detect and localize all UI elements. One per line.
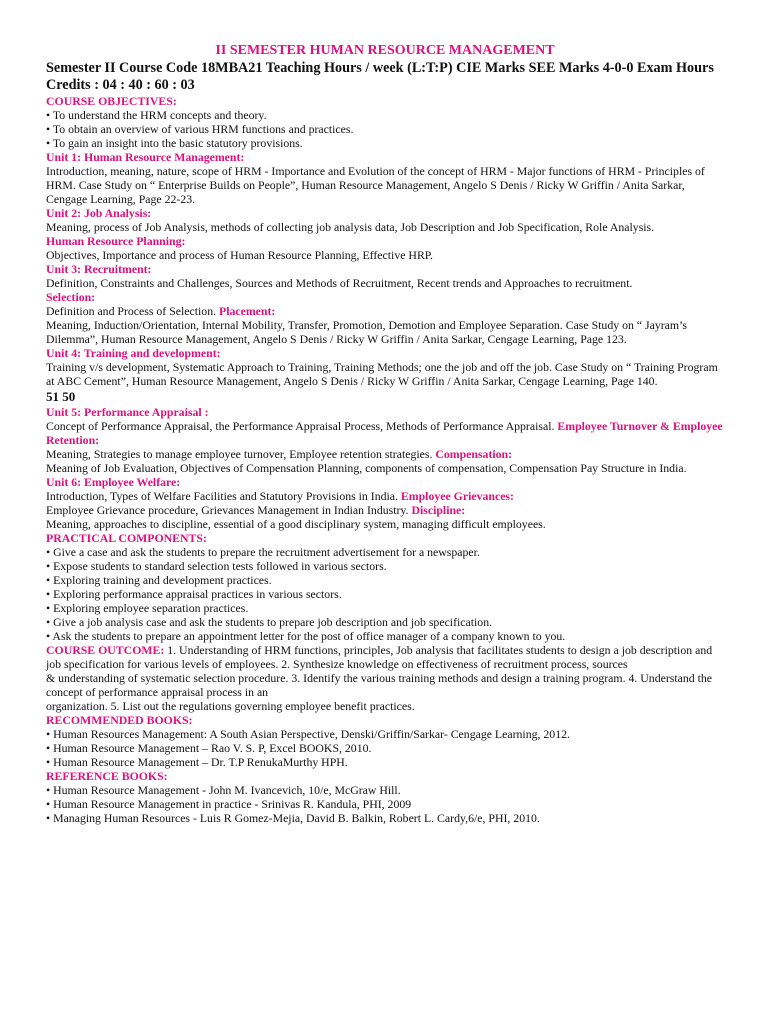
unit3-text: Definition, Constraints and Challenges, Sources and Methods of Recruitment, Recent trends and Approaches to recruitment.: [46, 276, 633, 290]
unit1-heading: Unit 1: Human Resource Management:: [46, 150, 245, 164]
unit1-text: Introduction, meaning, nature, scope of HRM - Importance and Evolution of the concept of HRM - Major functions of HRM - Principles of HRM. Case Study on “ Enterprise Builds on People”, Human Resource Management, Angelo S Denis / Ricky W Griffin / Anita Sarkar, Cengage Learning, Page 22-23.: [46, 164, 705, 206]
unit5-text: Concept of Performance Appraisal, the Performance Appraisal Process, Methods of Performance Appraisal.: [46, 419, 558, 433]
course-objectives-heading: COURSE OBJECTIVES:: [46, 94, 177, 108]
list-item: • Human Resource Management – Rao V. S. P, Excel BOOKS, 2010.: [46, 741, 372, 755]
course-outcome-paragraph: [46, 643, 724, 671]
unit3-heading: Unit 3: Recruitment:: [46, 262, 152, 276]
list-item: • Human Resources Management: A South Asian Perspective, Denski/Griffin/Sarkar- Cengage Learning, 2012.: [46, 727, 570, 741]
practical-components-list: [46, 545, 724, 643]
list-item: • Managing Human Resources - Luis R Gomez-Mejia, David B. Balkin, Robert L. Cardy,6/e, PHI, 2010.: [46, 811, 540, 825]
hrp-heading: Human Resource Planning:: [46, 234, 186, 248]
recommended-books-list: [46, 727, 724, 769]
list-item: • Exploring employee separation practices.: [46, 601, 249, 615]
list-item: • Human Resource Management - John M. Ivancevich, 10/e, McGraw Hill.: [46, 783, 401, 797]
unit6-text: Introduction, Types of Welfare Facilities and Statutory Provisions in India.: [46, 489, 401, 503]
discipline-heading: Discipline:: [411, 503, 466, 517]
page-title: II SEMESTER HUMAN RESOURCE MANAGEMENT: [215, 43, 555, 58]
list-item: • Human Resource Management – Dr. T.P RenukaMurthy HPH.: [46, 755, 348, 769]
compensation-heading: Compensation:: [435, 447, 513, 461]
unit5-heading: Unit 5: Performance Appraisal :: [46, 405, 209, 419]
list-item: • Give a case and ask the students to prepare the recruitment advertisement for a newspaper.: [46, 545, 480, 559]
turnover-paragraph: [46, 447, 724, 461]
turnover-heading: Employee Turnover & Employee Retention:: [46, 419, 723, 447]
course-outcome-line2: & understanding of systematic selection procedure. 3. Identify the various training methods and design a training program. 4. Understand the concept of performance appraisal process in an: [46, 671, 713, 699]
list-item: • Ask the students to prepare an appointment letter for the post of office manager of a company known to you.: [46, 629, 566, 643]
list-item: • Exploring training and development practices.: [46, 573, 272, 587]
selection-paragraph: [46, 304, 724, 318]
compensation-text: Meaning of Job Evaluation, Objectives of Compensation Planning, components of compensation, Compensation Pay Structure in India.: [46, 461, 687, 475]
course-outcome-line1: 1. Understanding of HRM functions, principles, Job analysis that facilitates students to design a job description and job specification for various levels of employees. 2. Synthesize knowledge on effectiveness of recruitment process, sources: [46, 643, 713, 671]
discipline-text: Meaning, approaches to discipline, essential of a good disciplinary system, managing difficult employees.: [46, 517, 546, 531]
placement-heading: Placement:: [219, 304, 276, 318]
selection-heading: Selection:: [46, 290, 96, 304]
unit4-text: Training v/s development, Systematic Approach to Training, Training Methods; one the job and off the job. Case Study on “ Training Program at ABC Cement”, Human Resource Management, Angelo S Denis / Ricky W Griffin / Anita Sarkar, Cengage Learning, Page 140.: [46, 360, 718, 388]
course-objectives-list: [46, 108, 724, 150]
grievances-text: Employee Grievance procedure, Grievances Management in Indian Industry.: [46, 503, 412, 517]
turnover-text: Meaning, Strategies to manage employee turnover, Employee retention strategies.: [46, 447, 436, 461]
list-item: • Human Resource Management in practice - Srinivas R. Kandula, PHI, 2009: [46, 797, 412, 811]
list-item: • Give a job analysis case and ask the students to prepare job description and job specification.: [46, 615, 493, 629]
unit6-heading: Unit 6: Employee Welfare:: [46, 475, 181, 489]
unit4-heading: Unit 4: Training and development:: [46, 346, 221, 360]
course-meta-line: Semester II Course Code 18MBA21 Teaching Hours / week (L:T:P) CIE Marks SEE Marks 4-0-0 Exam Hours Credits : 04 : 40 : 60 : 03: [46, 60, 714, 93]
grievances-paragraph: [46, 503, 724, 517]
list-item: • Expose students to standard selection tests followed in various sectors.: [46, 559, 387, 573]
practical-components-heading: PRACTICAL COMPONENTS:: [46, 531, 207, 545]
placement-text: Meaning, Induction/Orientation, Internal Mobility, Transfer, Promotion, Demotion and Employee Separation. Case Study on “ Jayram’s Dilemma”, Human Resource Management, Angelo S Denis / Ricky W Griffin / Anita Sarkar, Cengage Learning, Page 123.: [46, 318, 687, 346]
unit6-paragraph: [46, 489, 724, 503]
unit5-paragraph: [46, 419, 724, 447]
page-numbers: 51 50: [46, 389, 76, 404]
reference-books-list: [46, 783, 724, 825]
list-item: • Exploring performance appraisal practices in various sectors.: [46, 587, 342, 601]
grievances-heading: Employee Grievances:: [400, 489, 514, 503]
course-outcome-line3: organization. 5. List out the regulations governing employee benefit practices.: [46, 699, 415, 713]
reference-books-heading: REFERENCE BOOKS:: [46, 769, 168, 783]
unit2-heading: Unit 2: Job Analysis:: [46, 206, 152, 220]
recommended-books-heading: RECOMMENDED BOOKS:: [46, 713, 193, 727]
unit2-text: Meaning, process of Job Analysis, methods of collecting job analysis data, Job Description and Job Specification, Role Analysis.: [46, 220, 655, 234]
selection-text: Definition and Process of Selection.: [46, 304, 219, 318]
list-item: • To gain an insight into the basic statutory provisions.: [46, 136, 303, 150]
course-outcome-heading: COURSE OUTCOME:: [46, 643, 165, 657]
hrp-text: Objectives, Importance and process of Human Resource Planning, Effective HRP.: [46, 248, 434, 262]
list-item: • To understand the HRM concepts and theory.: [46, 108, 267, 122]
list-item: • To obtain an overview of various HRM functions and practices.: [46, 122, 354, 136]
